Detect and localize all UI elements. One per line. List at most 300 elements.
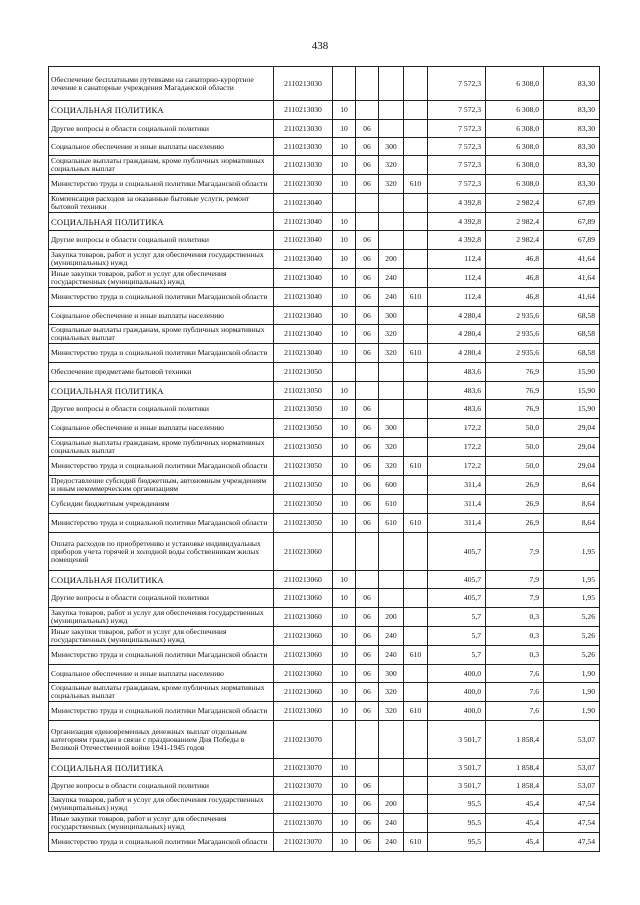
cell-csr: 2110213050 bbox=[274, 400, 333, 419]
cell-pct: 41,64 bbox=[544, 288, 600, 307]
cell-csr: 2110213060 bbox=[274, 627, 333, 646]
table-row bbox=[49, 702, 600, 721]
cell-pr: 06 bbox=[356, 138, 379, 156]
cell-plan: 112,4 bbox=[428, 250, 486, 269]
cell-csr: 2110213070 bbox=[274, 759, 333, 777]
cell-csr: 2110213040 bbox=[274, 307, 333, 325]
cell-plan: 311,4 bbox=[428, 476, 486, 495]
cell-pct: 1,90 bbox=[544, 683, 600, 702]
cell-gr: 610 bbox=[404, 514, 428, 533]
cell-gr: 610 bbox=[404, 646, 428, 665]
cell-name: Министерство труда и социальной политики Магаданской области bbox=[49, 833, 274, 852]
cell-csr: 2110213050 bbox=[274, 495, 333, 514]
cell-gr bbox=[404, 400, 428, 419]
cell-plan: 4 280,4 bbox=[428, 307, 486, 325]
cell-name: Субсидии бюджетным учреждениям bbox=[49, 495, 274, 514]
cell-vr bbox=[379, 589, 404, 608]
cell-name: Министерство труда и социальной политики Магаданской области bbox=[49, 344, 274, 363]
cell-pr: 06 bbox=[356, 457, 379, 476]
cell-name: СОЦИАЛЬНАЯ ПОЛИТИКА bbox=[49, 101, 274, 120]
table-row bbox=[49, 325, 600, 344]
cell-csr: 2110213060 bbox=[274, 533, 333, 571]
cell-pct: 29,04 bbox=[544, 457, 600, 476]
cell-pct: 67,89 bbox=[544, 194, 600, 213]
table-row bbox=[49, 627, 600, 646]
cell-pr: 06 bbox=[356, 307, 379, 325]
cell-fact: 6 308,0 bbox=[486, 138, 544, 156]
cell-name: Социальные выплаты гражданам, кроме публичных нормативных социальных выплат bbox=[49, 156, 274, 175]
cell-gr bbox=[404, 589, 428, 608]
table-row bbox=[49, 533, 600, 571]
cell-pct: 83,30 bbox=[544, 67, 600, 101]
cell-gr bbox=[404, 250, 428, 269]
table-row bbox=[49, 250, 600, 269]
cell-plan: 5,7 bbox=[428, 608, 486, 627]
cell-vr: 240 bbox=[379, 833, 404, 852]
table-row bbox=[49, 589, 600, 608]
cell-plan: 172,2 bbox=[428, 457, 486, 476]
cell-csr: 2110213040 bbox=[274, 231, 333, 250]
cell-plan: 3 501,7 bbox=[428, 721, 486, 759]
table-row bbox=[49, 175, 600, 194]
cell-pr: 06 bbox=[356, 250, 379, 269]
cell-vr bbox=[379, 213, 404, 231]
cell-pr: 06 bbox=[356, 400, 379, 419]
cell-csr: 2110213040 bbox=[274, 269, 333, 288]
cell-gr: 610 bbox=[404, 175, 428, 194]
cell-pr: 06 bbox=[356, 833, 379, 852]
cell-vr: 200 bbox=[379, 795, 404, 814]
cell-gr bbox=[404, 194, 428, 213]
cell-plan: 7 572,3 bbox=[428, 120, 486, 138]
cell-pr bbox=[356, 382, 379, 400]
cell-pct: 53,07 bbox=[544, 777, 600, 795]
cell-pr bbox=[356, 67, 379, 101]
cell-plan: 311,4 bbox=[428, 495, 486, 514]
cell-pr: 06 bbox=[356, 608, 379, 627]
cell-gr: 610 bbox=[404, 702, 428, 721]
cell-pct: 29,04 bbox=[544, 438, 600, 457]
cell-fact: 6 308,0 bbox=[486, 101, 544, 120]
cell-plan: 483,6 bbox=[428, 382, 486, 400]
table-row bbox=[49, 288, 600, 307]
cell-name: СОЦИАЛЬНАЯ ПОЛИТИКА bbox=[49, 571, 274, 589]
cell-pr: 06 bbox=[356, 777, 379, 795]
cell-fact: 1 858,4 bbox=[486, 759, 544, 777]
cell-csr: 2110213070 bbox=[274, 833, 333, 852]
cell-rz: 10 bbox=[333, 382, 356, 400]
cell-plan: 112,4 bbox=[428, 269, 486, 288]
cell-pr: 06 bbox=[356, 231, 379, 250]
cell-vr bbox=[379, 67, 404, 101]
table-row bbox=[49, 269, 600, 288]
cell-vr: 240 bbox=[379, 814, 404, 833]
cell-name: Социальное обеспечение и иные выплаты населению bbox=[49, 138, 274, 156]
cell-fact: 50,0 bbox=[486, 457, 544, 476]
cell-csr: 2110213030 bbox=[274, 101, 333, 120]
cell-gr bbox=[404, 814, 428, 833]
cell-vr: 320 bbox=[379, 457, 404, 476]
cell-vr: 320 bbox=[379, 702, 404, 721]
cell-rz: 10 bbox=[333, 833, 356, 852]
cell-pr bbox=[356, 533, 379, 571]
cell-fact: 46,8 bbox=[486, 269, 544, 288]
cell-vr bbox=[379, 382, 404, 400]
cell-csr: 2110213040 bbox=[274, 194, 333, 213]
cell-fact: 7,9 bbox=[486, 589, 544, 608]
cell-pr: 06 bbox=[356, 514, 379, 533]
cell-vr: 320 bbox=[379, 344, 404, 363]
cell-pr: 06 bbox=[356, 795, 379, 814]
cell-gr: 610 bbox=[404, 833, 428, 852]
cell-plan: 5,7 bbox=[428, 646, 486, 665]
cell-rz: 10 bbox=[333, 400, 356, 419]
cell-name: Оплата расходов по приобретению и установке индивидуальных приборов учета горячей и холодной воды собственникам жилых помещений bbox=[49, 533, 274, 571]
cell-plan: 3 501,7 bbox=[428, 759, 486, 777]
cell-pr bbox=[356, 363, 379, 382]
cell-fact: 50,0 bbox=[486, 419, 544, 438]
cell-name: Закупка товаров, работ и услуг для обеспечения государственных (муниципальных) нужд bbox=[49, 608, 274, 627]
cell-rz: 10 bbox=[333, 514, 356, 533]
cell-plan: 3 501,7 bbox=[428, 777, 486, 795]
cell-csr: 2110213040 bbox=[274, 344, 333, 363]
cell-vr: 320 bbox=[379, 175, 404, 194]
cell-plan: 95,5 bbox=[428, 833, 486, 852]
table-row bbox=[49, 213, 600, 231]
cell-csr: 2110213050 bbox=[274, 419, 333, 438]
cell-pct: 83,30 bbox=[544, 175, 600, 194]
page-number: 438 bbox=[311, 40, 329, 52]
cell-gr: 610 bbox=[404, 344, 428, 363]
table-row bbox=[49, 307, 600, 325]
table-row bbox=[49, 400, 600, 419]
cell-plan: 405,7 bbox=[428, 571, 486, 589]
cell-fact: 2 982,4 bbox=[486, 194, 544, 213]
cell-gr bbox=[404, 419, 428, 438]
table-row bbox=[49, 646, 600, 665]
cell-fact: 2 935,6 bbox=[486, 344, 544, 363]
cell-fact: 0,3 bbox=[486, 646, 544, 665]
cell-name: Компенсация расходов за оказанные бытовые услуги, ремонт бытовой техники bbox=[49, 194, 274, 213]
cell-name: Предоставление субсидий бюджетным, автономным учреждениям и иным некоммерческим организациям bbox=[49, 476, 274, 495]
cell-gr bbox=[404, 627, 428, 646]
cell-rz bbox=[333, 194, 356, 213]
cell-vr: 610 bbox=[379, 495, 404, 514]
cell-plan: 311,4 bbox=[428, 514, 486, 533]
cell-plan: 7 572,3 bbox=[428, 138, 486, 156]
cell-fact: 50,0 bbox=[486, 438, 544, 457]
cell-pr: 06 bbox=[356, 325, 379, 344]
cell-plan: 7 572,3 bbox=[428, 156, 486, 175]
cell-pr: 06 bbox=[356, 589, 379, 608]
cell-gr bbox=[404, 213, 428, 231]
cell-vr bbox=[379, 777, 404, 795]
cell-rz: 10 bbox=[333, 571, 356, 589]
cell-vr bbox=[379, 194, 404, 213]
cell-plan: 4 392,8 bbox=[428, 231, 486, 250]
cell-csr: 2110213060 bbox=[274, 608, 333, 627]
cell-plan: 95,5 bbox=[428, 795, 486, 814]
cell-pct: 68,58 bbox=[544, 307, 600, 325]
cell-pct: 68,58 bbox=[544, 344, 600, 363]
cell-rz: 10 bbox=[333, 307, 356, 325]
cell-fact: 26,9 bbox=[486, 514, 544, 533]
cell-csr: 2110213030 bbox=[274, 175, 333, 194]
cell-vr bbox=[379, 231, 404, 250]
cell-vr: 300 bbox=[379, 138, 404, 156]
cell-pct: 1,90 bbox=[544, 665, 600, 683]
cell-name: Иные закупки товаров, работ и услуг для обеспечения государственных (муниципальных) нужд bbox=[49, 814, 274, 833]
cell-name: Иные закупки товаров, работ и услуг для обеспечения государственных (муниципальных) нужд bbox=[49, 269, 274, 288]
cell-vr bbox=[379, 759, 404, 777]
cell-csr: 2110213060 bbox=[274, 571, 333, 589]
cell-name: Социальные выплаты гражданам, кроме публичных нормативных социальных выплат bbox=[49, 683, 274, 702]
cell-vr bbox=[379, 120, 404, 138]
cell-rz bbox=[333, 67, 356, 101]
cell-plan: 7 572,3 bbox=[428, 67, 486, 101]
cell-fact: 45,4 bbox=[486, 795, 544, 814]
cell-name: Социальное обеспечение и иные выплаты населению bbox=[49, 307, 274, 325]
table-row bbox=[49, 608, 600, 627]
cell-fact: 6 308,0 bbox=[486, 67, 544, 101]
cell-fact: 2 982,4 bbox=[486, 231, 544, 250]
cell-name: Социальное обеспечение и иные выплаты населению bbox=[49, 665, 274, 683]
cell-pct: 47,54 bbox=[544, 795, 600, 814]
cell-vr: 600 bbox=[379, 476, 404, 495]
cell-vr bbox=[379, 721, 404, 759]
cell-gr bbox=[404, 156, 428, 175]
cell-name: Министерство труда и социальной политики Магаданской области bbox=[49, 646, 274, 665]
cell-pct: 29,04 bbox=[544, 419, 600, 438]
cell-name: Другие вопросы в области социальной политики bbox=[49, 120, 274, 138]
cell-gr bbox=[404, 363, 428, 382]
table-row bbox=[49, 514, 600, 533]
cell-fact: 6 308,0 bbox=[486, 156, 544, 175]
cell-gr bbox=[404, 495, 428, 514]
cell-pr: 06 bbox=[356, 702, 379, 721]
table-row bbox=[49, 571, 600, 589]
cell-rz: 10 bbox=[333, 627, 356, 646]
cell-fact: 0,3 bbox=[486, 627, 544, 646]
cell-pr: 06 bbox=[356, 175, 379, 194]
table-row bbox=[49, 795, 600, 814]
cell-vr: 240 bbox=[379, 269, 404, 288]
cell-plan: 483,6 bbox=[428, 363, 486, 382]
cell-gr: 610 bbox=[404, 457, 428, 476]
cell-pct: 47,54 bbox=[544, 814, 600, 833]
cell-gr bbox=[404, 120, 428, 138]
cell-pr bbox=[356, 101, 379, 120]
cell-plan: 7 572,3 bbox=[428, 101, 486, 120]
cell-pct: 15,90 bbox=[544, 382, 600, 400]
cell-name: Социальное обеспечение и иные выплаты населению bbox=[49, 419, 274, 438]
cell-pr: 06 bbox=[356, 288, 379, 307]
cell-rz: 10 bbox=[333, 665, 356, 683]
cell-rz: 10 bbox=[333, 476, 356, 495]
cell-name: Обеспечение предметами бытовой техники bbox=[49, 363, 274, 382]
cell-csr: 2110213040 bbox=[274, 288, 333, 307]
cell-csr: 2110213070 bbox=[274, 795, 333, 814]
cell-gr bbox=[404, 571, 428, 589]
cell-rz: 10 bbox=[333, 344, 356, 363]
cell-pct: 5,26 bbox=[544, 627, 600, 646]
cell-csr: 2110213050 bbox=[274, 438, 333, 457]
cell-rz: 10 bbox=[333, 589, 356, 608]
cell-csr: 2110213040 bbox=[274, 213, 333, 231]
cell-vr: 320 bbox=[379, 438, 404, 457]
cell-name: СОЦИАЛЬНАЯ ПОЛИТИКА bbox=[49, 759, 274, 777]
cell-name: Министерство труда и социальной политики Магаданской области bbox=[49, 288, 274, 307]
table-row bbox=[49, 476, 600, 495]
cell-name: Закупка товаров, работ и услуг для обеспечения государственных (муниципальных) нужд bbox=[49, 795, 274, 814]
cell-fact: 0,3 bbox=[486, 608, 544, 627]
cell-name: Министерство труда и социальной политики Магаданской области bbox=[49, 514, 274, 533]
cell-rz: 10 bbox=[333, 495, 356, 514]
cell-name: Другие вопросы в области социальной политики bbox=[49, 400, 274, 419]
cell-plan: 172,2 bbox=[428, 419, 486, 438]
table-row bbox=[49, 101, 600, 120]
cell-csr: 2110213050 bbox=[274, 457, 333, 476]
cell-pct: 8,64 bbox=[544, 495, 600, 514]
table-row bbox=[49, 120, 600, 138]
cell-vr: 200 bbox=[379, 250, 404, 269]
cell-rz: 10 bbox=[333, 231, 356, 250]
cell-pr: 06 bbox=[356, 344, 379, 363]
table-row bbox=[49, 495, 600, 514]
cell-rz bbox=[333, 363, 356, 382]
cell-gr bbox=[404, 438, 428, 457]
cell-name: Другие вопросы в области социальной политики bbox=[49, 589, 274, 608]
table-row bbox=[49, 777, 600, 795]
cell-vr: 240 bbox=[379, 646, 404, 665]
cell-pr: 06 bbox=[356, 156, 379, 175]
cell-pct: 15,90 bbox=[544, 400, 600, 419]
table-row bbox=[49, 683, 600, 702]
cell-fact: 7,9 bbox=[486, 571, 544, 589]
cell-pct: 83,30 bbox=[544, 138, 600, 156]
cell-name: СОЦИАЛЬНАЯ ПОЛИТИКА bbox=[49, 213, 274, 231]
cell-plan: 95,5 bbox=[428, 814, 486, 833]
cell-pr: 06 bbox=[356, 419, 379, 438]
cell-rz: 10 bbox=[333, 250, 356, 269]
cell-vr bbox=[379, 363, 404, 382]
cell-plan: 172,2 bbox=[428, 438, 486, 457]
cell-name: Иные закупки товаров, работ и услуг для обеспечения государственных (муниципальных) нужд bbox=[49, 627, 274, 646]
cell-vr bbox=[379, 400, 404, 419]
cell-fact: 7,6 bbox=[486, 683, 544, 702]
cell-csr: 2110213050 bbox=[274, 382, 333, 400]
cell-fact: 1 858,4 bbox=[486, 721, 544, 759]
cell-pr: 06 bbox=[356, 120, 379, 138]
cell-pr: 06 bbox=[356, 495, 379, 514]
cell-pct: 67,89 bbox=[544, 231, 600, 250]
cell-pr bbox=[356, 759, 379, 777]
cell-vr: 320 bbox=[379, 325, 404, 344]
cell-csr: 2110213070 bbox=[274, 777, 333, 795]
cell-gr bbox=[404, 325, 428, 344]
cell-rz: 10 bbox=[333, 438, 356, 457]
cell-rz: 10 bbox=[333, 457, 356, 476]
cell-pct: 1,95 bbox=[544, 589, 600, 608]
table-row bbox=[49, 419, 600, 438]
cell-pct: 47,54 bbox=[544, 833, 600, 852]
cell-plan: 400,0 bbox=[428, 702, 486, 721]
cell-gr bbox=[404, 231, 428, 250]
cell-pct: 5,26 bbox=[544, 646, 600, 665]
cell-pct: 68,58 bbox=[544, 325, 600, 344]
cell-pr: 06 bbox=[356, 627, 379, 646]
cell-rz: 10 bbox=[333, 646, 356, 665]
cell-rz: 10 bbox=[333, 175, 356, 194]
cell-fact: 76,9 bbox=[486, 400, 544, 419]
cell-fact: 46,8 bbox=[486, 250, 544, 269]
cell-gr bbox=[404, 533, 428, 571]
cell-gr bbox=[404, 382, 428, 400]
cell-plan: 112,4 bbox=[428, 288, 486, 307]
table-row bbox=[49, 363, 600, 382]
cell-plan: 5,7 bbox=[428, 627, 486, 646]
cell-rz: 10 bbox=[333, 777, 356, 795]
cell-rz bbox=[333, 721, 356, 759]
cell-pr: 06 bbox=[356, 665, 379, 683]
cell-csr: 2110213030 bbox=[274, 138, 333, 156]
cell-gr bbox=[404, 683, 428, 702]
cell-rz: 10 bbox=[333, 702, 356, 721]
cell-gr: 610 bbox=[404, 288, 428, 307]
cell-csr: 2110213040 bbox=[274, 325, 333, 344]
cell-gr bbox=[404, 307, 428, 325]
cell-rz: 10 bbox=[333, 419, 356, 438]
cell-name: Организация единовременных денежных выплат отдельным категориям граждан в связи с празднованием Дня Победы в Великой Отечественной войне 1941-1945 годов bbox=[49, 721, 274, 759]
cell-plan: 405,7 bbox=[428, 533, 486, 571]
cell-vr: 240 bbox=[379, 288, 404, 307]
cell-csr: 2110213070 bbox=[274, 721, 333, 759]
cell-fact: 1 858,4 bbox=[486, 777, 544, 795]
cell-rz: 10 bbox=[333, 759, 356, 777]
cell-pct: 53,07 bbox=[544, 721, 600, 759]
cell-rz: 10 bbox=[333, 795, 356, 814]
cell-vr: 300 bbox=[379, 419, 404, 438]
cell-name: Закупка товаров, работ и услуг для обеспечения государственных (муниципальных) нужд bbox=[49, 250, 274, 269]
cell-fact: 45,4 bbox=[486, 814, 544, 833]
cell-csr: 2110213030 bbox=[274, 120, 333, 138]
cell-plan: 405,7 bbox=[428, 589, 486, 608]
cell-csr: 2110213040 bbox=[274, 250, 333, 269]
cell-gr bbox=[404, 721, 428, 759]
cell-csr: 2110213050 bbox=[274, 514, 333, 533]
cell-name: Социальные выплаты гражданам, кроме публичных нормативных социальных выплат bbox=[49, 325, 274, 344]
cell-rz: 10 bbox=[333, 325, 356, 344]
cell-pr: 06 bbox=[356, 269, 379, 288]
cell-pr: 06 bbox=[356, 438, 379, 457]
cell-vr bbox=[379, 533, 404, 571]
cell-pct: 41,64 bbox=[544, 250, 600, 269]
cell-gr bbox=[404, 608, 428, 627]
cell-csr: 2110213070 bbox=[274, 814, 333, 833]
cell-vr: 200 bbox=[379, 608, 404, 627]
cell-name: Министерство труда и социальной политики Магаданской области bbox=[49, 702, 274, 721]
cell-plan: 400,0 bbox=[428, 683, 486, 702]
cell-rz: 10 bbox=[333, 138, 356, 156]
cell-fact: 26,9 bbox=[486, 476, 544, 495]
cell-fact: 46,8 bbox=[486, 288, 544, 307]
cell-csr: 2110213060 bbox=[274, 683, 333, 702]
cell-vr: 300 bbox=[379, 307, 404, 325]
cell-gr bbox=[404, 665, 428, 683]
cell-name: Министерство труда и социальной политики Магаданской области bbox=[49, 175, 274, 194]
table-row bbox=[49, 759, 600, 777]
cell-vr bbox=[379, 101, 404, 120]
